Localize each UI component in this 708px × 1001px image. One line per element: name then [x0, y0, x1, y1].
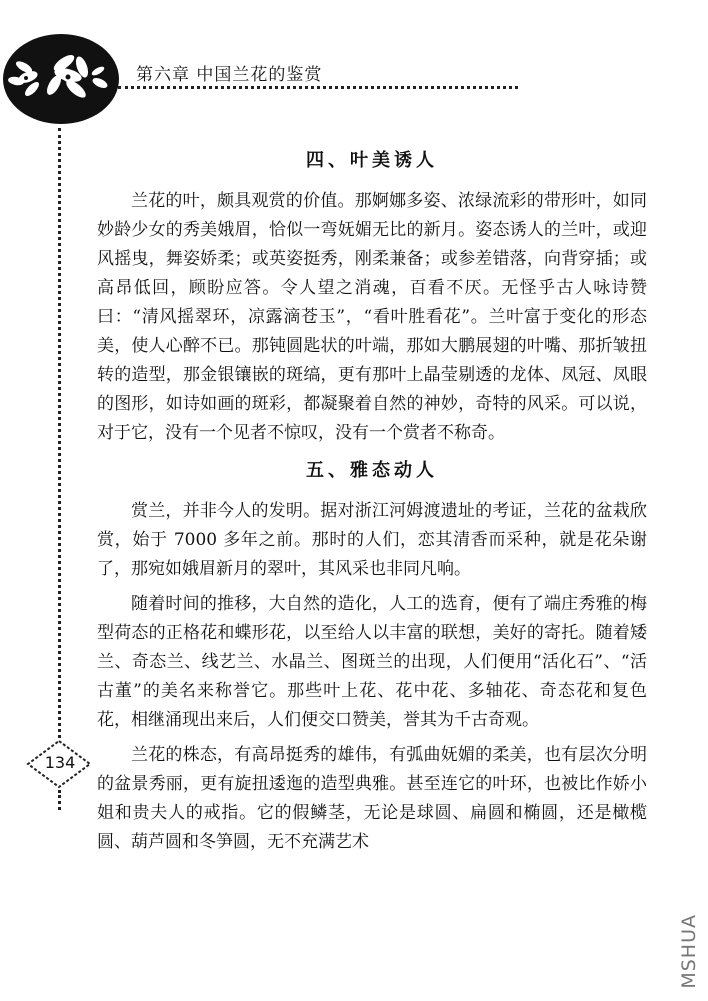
- paragraph: 随着时间的推移，大自然的造化，人工的选育，便有了端庄秀雅的梅型荷态的正格花和蝶形花，以至给人以丰富的联想，美好的寄托。随着矮兰、奇态兰、线艺兰、水晶兰、图斑兰的出现，人们便用“活化石”、“活古董”的美名来称誉它。那些叶上花、花中花、多轴花、奇态花和复色花，相继涌现出来后，人们便交口赞美，誉其为千古奇观。: [97, 594, 647, 730]
- paragraph: 兰花的株态，有高昂挺秀的雄伟，有弧曲妩媚的柔美，也有层次分明的盆景秀丽，更有旋扭逶迤的造型典雅。甚至连它的叶环，也被比作娇小姐和贵夫人的戒指。它的假鳞茎，无论是球圆、扁圆和椭圆，还是橄榄圆、葫芦圆和冬笋圆，无不充满艺术: [97, 745, 647, 852]
- paragraph: 赏兰，并非今人的发明。据对浙江河姆渡遗址的考证，兰花的盆栽欣赏，始于 7000 多年之前。那时的人们，恋其清香而采种，就是花朵谢了，那宛如娥眉新月的翠叶，其风采也非同凡响。: [97, 501, 647, 579]
- section-title: 四、叶美诱人: [306, 150, 438, 171]
- section-title: 五、雅态动人: [306, 460, 438, 481]
- page-number: 134: [44, 753, 76, 772]
- header-rule: [118, 86, 518, 89]
- chapter-title: 第六章 中国兰花的鉴赏: [136, 65, 323, 85]
- main-content: [97, 138, 647, 863]
- paragraph: 兰花的叶，颇具观赏的价值。那婀娜多姿、浓绿流彩的带形叶，如同妙龄少女的秀美娥眉，恰似一弯妩媚无比的新月。姿态诱人的兰叶，或迎风摇曳，舞姿娇柔；或英姿挺秀，刚柔兼备；或参差错落，向背穿插；或高昂低回，顾盼应答。令人望之消魂，百看不厌。无怪乎古人咏诗赞曰：“清风摇翠环，凉露滴苍玉”，“看叶胜看花”。兰叶富于变化的形态美，使人心醉不已。那钝圆匙状的叶端，那如大鹏展翅的叶嘴、那折皱扭转的造型，那金银镶嵌的斑缟，更有那叶上晶莹剔透的龙体、凤冠、凤眼的图形，如诗如画的斑彩，都凝聚着自然的神妙，奇特的风采。可以说，对于它，没有一个见者不惊叹，没有一个赏者不称奇。: [97, 191, 647, 443]
- flower-logo: [2, 33, 120, 125]
- side-rule: [58, 128, 61, 738]
- side-rule-bottom: [58, 790, 61, 810]
- watermark: MSHUA: [678, 914, 700, 989]
